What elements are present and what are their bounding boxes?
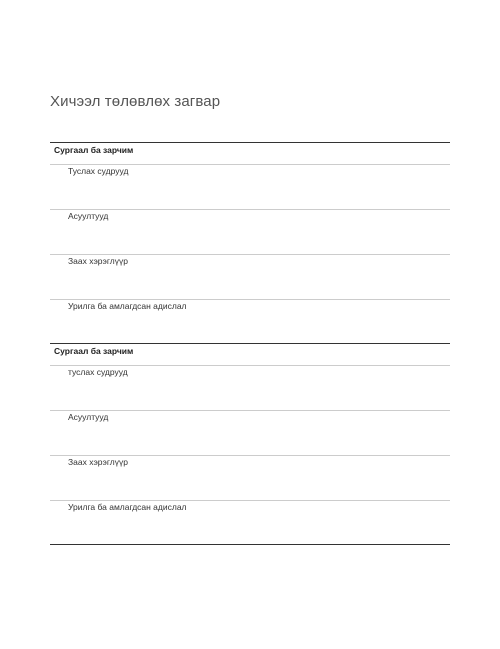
page-title: Хичээл төлөвлөх загвар bbox=[50, 93, 221, 110]
section-header: Сургаал ба зарчим bbox=[50, 343, 450, 365]
section-header: Сургаал ба зарчим bbox=[50, 142, 450, 164]
section-row-invitation-blessings: Урилга ба амлагдсан адислал bbox=[50, 500, 450, 545]
section-row-teaching-tools: Заах хэрэглүүр bbox=[50, 455, 450, 500]
section-row-supporting-scriptures: туслах судрууд bbox=[50, 365, 450, 410]
bottom-divider bbox=[50, 544, 450, 545]
section-row-invitation-blessings: Урилга ба амлагдсан адислал bbox=[50, 299, 450, 344]
lesson-section-2 bbox=[50, 343, 450, 545]
lesson-section-1 bbox=[50, 142, 450, 344]
section-row-teaching-tools: Заах хэрэглүүр bbox=[50, 254, 450, 299]
section-row-questions: Асуултууд bbox=[50, 410, 450, 455]
section-row-supporting-scriptures: Туслах судрууд bbox=[50, 164, 450, 209]
section-row-questions: Асуултууд bbox=[50, 209, 450, 254]
